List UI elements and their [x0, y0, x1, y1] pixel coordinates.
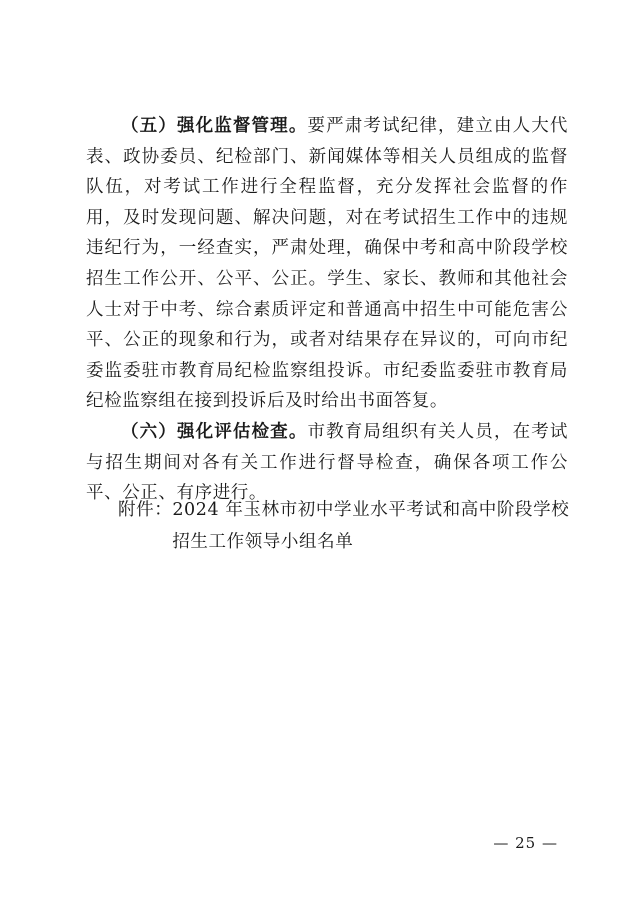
section-heading: （五）强化监督管理。	[121, 116, 308, 136]
section-paragraph	[86, 111, 568, 417]
section-text: 要严肃考试纪律，建立由人大代表、政协委员、纪检部门、新闻媒体等相关人员组成的监督队伍，对考试工作进行全程监督，充分发挥社会监督的作用，及时发现问题、解决问题，对在考试招生工作中的违规违纪行为，一经查实，严肃处理，确保中考和高中阶段学校招生工作公开、公平、公正。学生、家长、教师和其他社会人士对于中考、综合素质评定和普通高中招生中可能危害公平、公正的现象和行为，或者对结果存在异议的，可向市纪委监委驻市教育局纪检监察组投诉。市纪委监委驻市教育局纪检监察组在接到投诉后及时给出书面答复。	[86, 116, 569, 412]
section-text: 市教育局组织有关人员，在考试与招生期间对各有关工作进行督导检查，确保各项工作公平、公正、有序进行。	[86, 421, 569, 504]
attachment-label: 附件：	[118, 500, 173, 520]
body-text	[86, 111, 568, 509]
attachment-title: 2024 年玉林市初中学业水平考试和高中阶段学校招生工作领导小组名单	[172, 500, 570, 552]
section-heading: （六）强化评估检查。	[121, 421, 308, 442]
page-number: — 25 —	[493, 834, 558, 852]
attachment-note	[118, 494, 578, 558]
